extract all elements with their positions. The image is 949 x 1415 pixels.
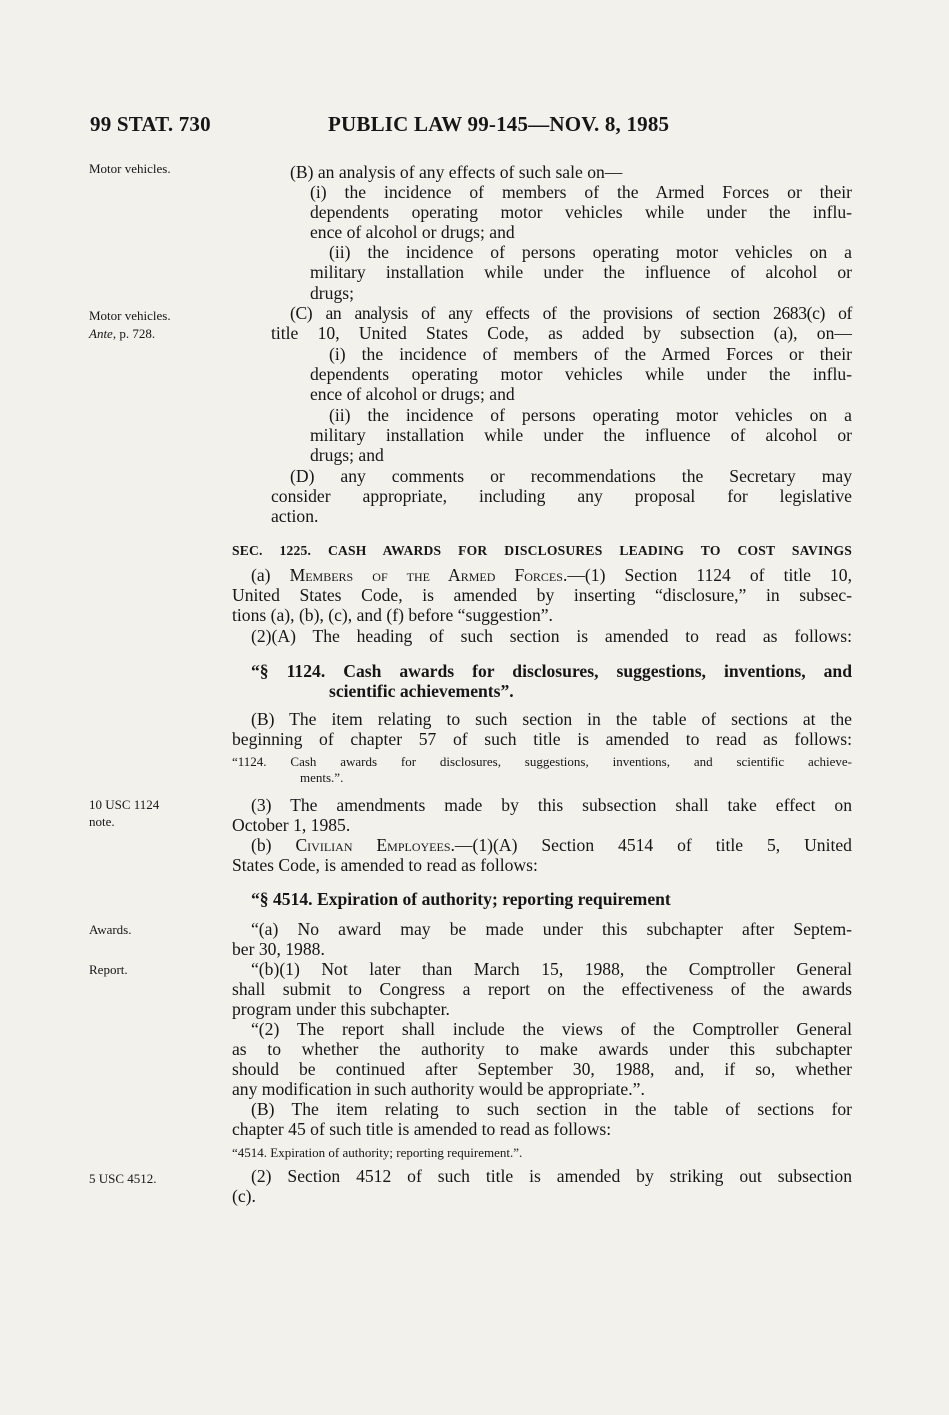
table-item: “4514. Expiration of authority; reporting requirement.”. xyxy=(232,1145,523,1160)
section-heading: SEC. 1225. CASH AWARDS FOR DISCLOSURES LEADING TO COST SAVINGS xyxy=(232,543,852,558)
body-line: United States Code, is amended by inserting “disclosure,” in subsec- xyxy=(232,585,852,605)
body-line-part: (b) xyxy=(251,835,296,855)
body-line: military installation while under the influence of alcohol or xyxy=(310,262,852,282)
body-line: (ii) the incidence of persons operating motor vehicles on a xyxy=(329,242,852,262)
margin-note-ante-italic: Ante xyxy=(89,326,113,341)
body-line: tions (a), (b), (c), and (f) before “suggestion”. xyxy=(232,605,553,625)
margin-note-motor-vehicles-2: Motor vehicles. xyxy=(89,308,171,323)
body-line: shall submit to Congress a report on the effectiveness of the awards xyxy=(232,979,852,999)
body-line xyxy=(251,565,852,585)
subsection-heading: Members of the Armed Forces xyxy=(289,565,563,585)
body-line: States Code, is amended to read as follows: xyxy=(232,855,538,875)
margin-note-5-usc-4512: 5 USC 4512. xyxy=(89,1171,157,1186)
section-1124-heading: “§ 1124. Cash awards for disclosures, suggestions, inventions, and xyxy=(251,661,852,681)
body-line: (D) any comments or recommendations the Secretary may xyxy=(290,466,852,486)
margin-note-note: note. xyxy=(89,814,115,829)
margin-note-ante-page: , p. 728. xyxy=(112,326,156,341)
body-line: ence of alcohol or drugs; and xyxy=(310,384,515,404)
body-line: (B) The item relating to such section in the table of sections at the xyxy=(251,709,852,729)
table-item-cont: ments.”. xyxy=(300,770,344,785)
statute-page-number: 99 STAT. 730 xyxy=(90,112,211,136)
body-line: (3) The amendments made by this subsection shall take effect on xyxy=(251,795,852,815)
table-item: “1124. Cash awards for disclosures, suggestions, inventions, and scientific achieve- xyxy=(232,754,852,769)
body-line: (i) the incidence of members of the Armed Forces or their xyxy=(310,182,852,202)
body-line: (2)(A) The heading of such section is amended to read as follows: xyxy=(251,626,852,646)
body-line: “(2) The report shall include the views of the Comptroller General xyxy=(251,1019,852,1039)
section-4514-heading: “§ 4514. Expiration of authority; reporting requirement xyxy=(251,889,671,909)
body-line: “(b)(1) Not later than March 15, 1988, the Comptroller General xyxy=(251,959,852,979)
body-line: ence of alcohol or drugs; and xyxy=(310,222,515,242)
subsection-heading: Civilian Employees xyxy=(295,835,451,855)
margin-note-ante xyxy=(89,326,209,341)
body-line: October 1, 1985. xyxy=(232,815,351,835)
public-law-title: PUBLIC LAW 99-145—NOV. 8, 1985 xyxy=(328,112,670,136)
section-1124-heading-cont: scientific achievements”. xyxy=(329,681,514,701)
body-line-part: (a) xyxy=(251,565,290,585)
body-line xyxy=(251,835,852,855)
body-line: as to whether the authority to make awards under this subchapter xyxy=(232,1039,852,1059)
page-header xyxy=(90,112,852,142)
body-line: dependents operating motor vehicles while under the influ- xyxy=(310,364,852,384)
body-line: dependents operating motor vehicles while under the influ- xyxy=(310,202,852,222)
margin-note-10-usc-1124: 10 USC 1124 xyxy=(89,797,160,812)
body-line: military installation while under the influence of alcohol or xyxy=(310,425,852,445)
body-line: ber 30, 1988. xyxy=(232,939,325,959)
body-line: consider appropriate, including any proposal for legislative xyxy=(271,486,852,506)
body-line: title 10, United States Code, as added by subsection (a), on— xyxy=(271,323,852,343)
body-line: should be continued after September 30, 1988, and, if so, whether xyxy=(232,1059,852,1079)
body-line: (i) the incidence of members of the Armed Forces or their xyxy=(329,344,852,364)
body-line: (ii) the incidence of persons operating motor vehicles on a xyxy=(329,405,852,425)
margin-note-awards: Awards. xyxy=(89,922,132,937)
body-line: (B) an analysis of any effects of such sale on— xyxy=(290,162,623,182)
body-line: any modification in such authority would be appropriate.”. xyxy=(232,1079,645,1099)
body-line-part: .—(1) Section 1124 of title 10, xyxy=(562,565,852,585)
body-line: chapter 45 of such title is amended to read as follows: xyxy=(232,1119,612,1139)
body-line: (B) The item relating to such section in the table of sections for xyxy=(251,1099,852,1119)
margin-note-motor-vehicles-1: Motor vehicles. xyxy=(89,161,171,176)
margin-note-report: Report. xyxy=(89,962,128,977)
body-line: (c). xyxy=(232,1186,256,1206)
body-line: “(a) No award may be made under this subchapter after Septem- xyxy=(251,919,852,939)
body-line-part: .—(1)(A) Section 4514 of title 5, United xyxy=(450,835,852,855)
body-line: (C) an analysis of any effects of the provisions of section 2683(c) of xyxy=(290,303,852,323)
body-line: drugs; xyxy=(310,283,354,303)
body-line: program under this subchapter. xyxy=(232,999,450,1019)
body-line: drugs; and xyxy=(310,445,384,465)
body-line: beginning of chapter 57 of such title is amended to read as follows: xyxy=(232,729,852,749)
body-line: action. xyxy=(271,506,319,526)
body-line: (2) Section 4512 of such title is amended by striking out subsection xyxy=(251,1166,852,1186)
